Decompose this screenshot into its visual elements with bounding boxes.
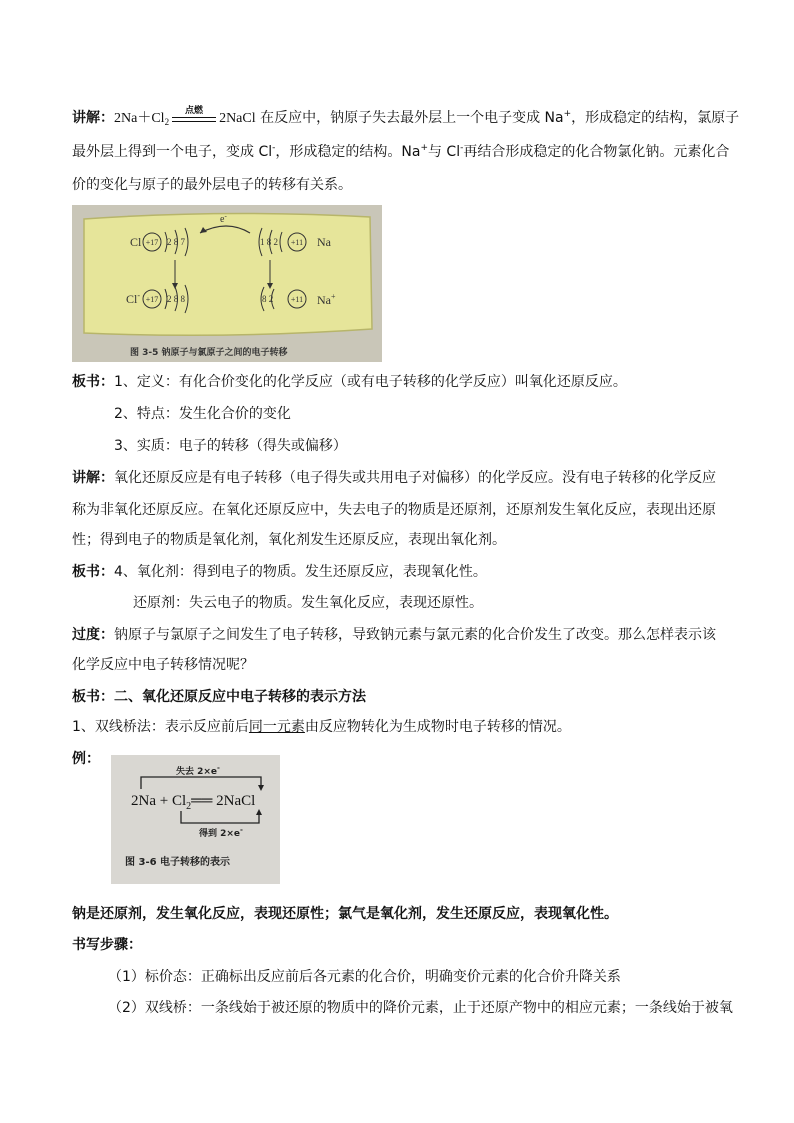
same-element-underlined: 同一元素	[248, 719, 305, 735]
board-notes-reductant: 还原剂：失云电子的物质。发生氧化反应，表现还原性。	[133, 595, 483, 611]
gain-electron-label: 得到 2×e-	[199, 826, 243, 839]
board-notes-essence: 3、实质：电子的转移（得失或偏移）	[114, 438, 347, 454]
board-notes-feature: 2、特点：发生化合价的变化	[114, 406, 291, 422]
na-ion-shell-numbers: 8 2	[262, 294, 274, 304]
na-ion-symbol: Na+	[317, 292, 336, 307]
explanation-line-3: 价的变化与原子的最外层电子的转移有关系。	[72, 177, 352, 193]
cl-ion-nucleus: +17	[145, 295, 159, 304]
lose-electron-bracket	[141, 777, 261, 789]
reaction-condition-arrow	[172, 108, 216, 128]
reaction-condition: 点燃	[185, 106, 204, 116]
transition-line-1: 过度：钠原子与氯原子之间发生了电子转移，导致钠元素与氯元素的化合价发生了改变。那么怎样表示该	[72, 627, 716, 643]
electron-symbol: e-	[220, 212, 227, 225]
explanation2-line-3: 性；得到电子的物质是氧化剂，氧化剂发生还原反应，表现出氧化剂。	[72, 532, 506, 548]
equation-reactants: 2Na＋Cl	[114, 111, 165, 126]
cl-symbol: Cl	[130, 235, 142, 249]
na-ion-nucleus: +11	[290, 295, 304, 304]
double-bridge-method: 1、双线桥法：表示反应前后同一元素由反应物转化为生成物时电子转移的情况。	[72, 719, 571, 735]
figure-3-5-drawing	[72, 205, 382, 362]
board-label: 板书：	[72, 374, 114, 390]
transition-label: 过度：	[72, 627, 114, 643]
figure-3-5-caption: 图 3-5 钠原子与氯原子之间的电子转移	[130, 348, 288, 358]
cl-ion-symbol: Cl-	[126, 291, 141, 306]
step-1: （1）标价态：正确标出反应前后各元素的化合价，明确变价元素的化合价升降关系	[108, 969, 621, 985]
example-label: 例：	[72, 751, 100, 767]
figure-panel	[84, 213, 372, 335]
board-notes-definition: 板书：1、定义：有化合价变化的化学反应（或有电子转移的化学反应）叫氧化还原反应。	[72, 374, 627, 390]
board-notes-oxidant: 板书：4、氧化剂：得到电子的物质。发生还原反应，表现氧化性。	[72, 564, 487, 580]
explanation-line-2: 最外层上得到一个电子，变成 Cl-，形成稳定的结构。Na+与 Cl-再结合形成稳定的化合物氯化钠。元素化合	[72, 143, 730, 160]
explanation2-line-1: 讲解：氧化还原反应是有电子转移（电子得失或共用电子对偏移）的化学反应。没有电子转移的化学反应	[72, 470, 716, 486]
figure-3-6-drawing	[111, 755, 280, 884]
step-2: （2）双线桥：一条线始于被还原的物质中的降价元素，止于还原产物中的相应元素；一条线始于被氧	[108, 1000, 733, 1016]
cl-shell-numbers: 2 8 7	[167, 237, 185, 247]
explanation2-line-2: 称为非氧化还原反应。在氧化还原反应中，失去电子的物质是还原剂，还原剂发生氧化反应，表现出还原	[72, 502, 716, 518]
explanation-label: 讲解：	[72, 110, 114, 126]
na-symbol: Na	[317, 235, 331, 249]
na-nucleus: +11	[290, 238, 304, 247]
figure-3-6-equation: $2Na + Cl_2══$ 2NaCl	[131, 793, 256, 812]
figure-3-5	[72, 205, 382, 362]
board-label: 板书：	[72, 564, 114, 580]
gain-electron-bracket	[181, 811, 259, 823]
cl-ion-shell-numbers: 2 8 8	[167, 294, 185, 304]
steps-title: 书写步骤：	[72, 937, 142, 953]
na-shell-numbers: 1 8 2	[260, 237, 278, 247]
summary-statement: 钠是还原剂，发生氧化反应，表现还原性；氯气是氧化剂，发生还原反应，表现氧化性。	[72, 906, 618, 922]
cl-nucleus: +17	[145, 238, 159, 247]
figure-3-6	[111, 755, 280, 884]
explanation2-label: 讲解：	[72, 470, 114, 486]
transition-line-2: 化学反应中电子转移情况呢？	[72, 657, 254, 673]
equation-subscript: 2	[164, 117, 170, 127]
board-notes-heading: 板书：二、氧化还原反应中电子转移的表示方法	[72, 689, 366, 705]
equation-product: 2NaCl	[219, 111, 256, 126]
figure-3-6-caption: 图 3-6 电子转移的表示	[125, 857, 231, 868]
board-label: 板书：	[72, 689, 114, 705]
explanation-line-1: 讲解：$2Na+Cl_2$ 点燃 2NaCl 在反应中，钠原子失去最外层上一个电子变成 Na+，形成稳定的结构，氯原子	[72, 108, 739, 129]
lose-electron-label: 失去 2×e-	[176, 764, 220, 777]
